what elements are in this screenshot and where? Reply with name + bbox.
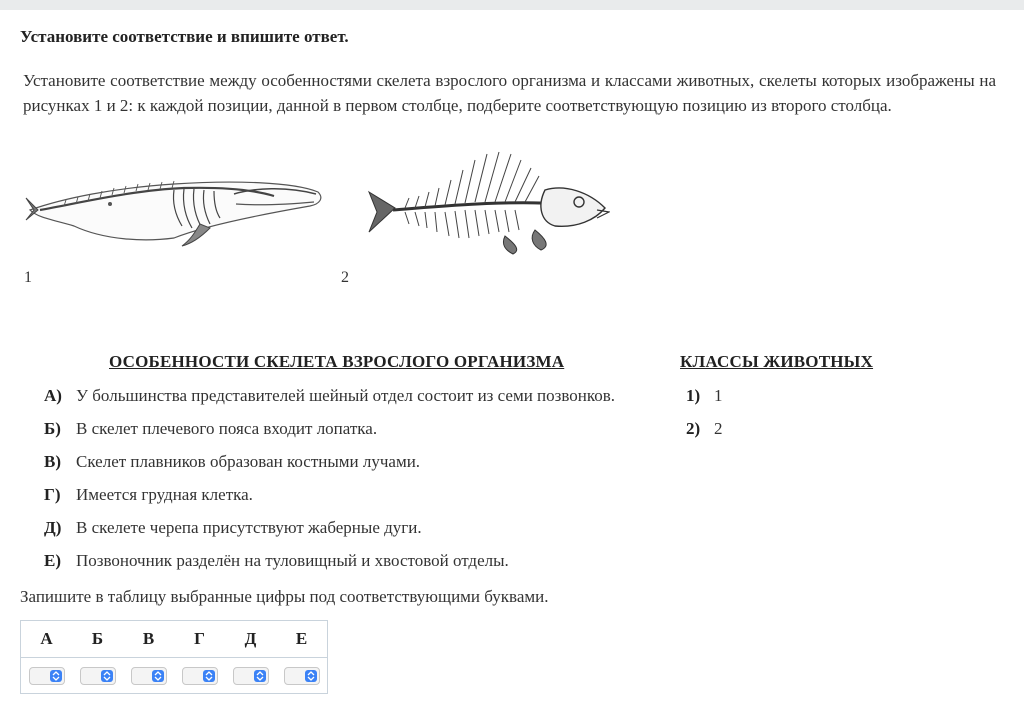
feature-text: В скелете черепа присутствуют жаберные дуги.	[76, 518, 422, 537]
answer-table-inputs	[21, 658, 327, 694]
answer-column-header: А	[40, 629, 53, 648]
feature-letter: Е)	[44, 551, 61, 570]
class-row-2	[686, 418, 886, 451]
answer-select-d[interactable]	[233, 667, 269, 685]
features-column-header: ОСОБЕННОСТИ СКЕЛЕТА ВЗРОСЛОГО ОРГАНИЗМА	[109, 352, 565, 371]
feature-row-a	[44, 385, 674, 418]
answer-select-a[interactable]	[29, 667, 65, 685]
feature-letter: В)	[44, 452, 61, 471]
feature-text: В скелет плечевого пояса входит лопатка.	[76, 419, 378, 438]
feature-row-g	[44, 484, 674, 517]
answer-table-header	[21, 621, 327, 658]
class-number: 2)	[686, 419, 701, 438]
answer-column-header: Е	[295, 629, 308, 648]
class-row-1	[686, 385, 886, 418]
answer-column-header: Г	[194, 629, 205, 648]
task-heading: Установите соответствие и впишите ответ.	[20, 27, 349, 46]
class-text: 2	[714, 419, 723, 438]
class-text: 1	[714, 386, 723, 405]
answer-cell-b	[72, 658, 123, 694]
answer-cell-g	[174, 658, 225, 694]
class-number: 1)	[686, 386, 701, 405]
features-list	[44, 385, 674, 583]
feature-letter: Д)	[44, 518, 62, 537]
answer-select-g[interactable]	[182, 667, 218, 685]
answer-column-header: В	[142, 629, 155, 648]
answer-cell-d	[225, 658, 276, 694]
answer-cell-v	[123, 658, 174, 694]
answer-select-e[interactable]	[284, 667, 320, 685]
classes-column-header: КЛАССЫ ЖИВОТНЫХ	[680, 352, 874, 371]
whale-skeleton-image	[24, 168, 324, 250]
classes-list	[686, 385, 886, 451]
feature-letter: Б)	[44, 419, 61, 438]
figure-2-label: 2	[341, 269, 349, 286]
feature-row-b	[44, 418, 674, 451]
answer-select-v[interactable]	[131, 667, 167, 685]
fish-skeleton-image	[365, 150, 610, 258]
feature-row-e	[44, 550, 674, 583]
answer-column-header: Д	[244, 629, 257, 648]
task-description: Установите соответствие между особенностями скелета взрослого организма и классами животных, скелеты которых изображены на рисунках 1 и 2: к каждой позиции, данной в первом столбце, подберите соответствующую позицию из второго столбца.	[23, 71, 996, 115]
feature-text: Скелет плавников образован костными лучами.	[76, 452, 421, 471]
feature-text: Имеется грудная клетка.	[76, 485, 253, 504]
answer-column-header: Б	[91, 629, 104, 648]
dropdown-stepper-icon	[50, 670, 62, 682]
feature-text: У большинства представителей шейный отдел состоит из семи позвонков.	[76, 386, 616, 405]
feature-letter: Г)	[44, 485, 61, 504]
answer-select-b[interactable]	[80, 667, 116, 685]
top-bar	[0, 0, 1024, 10]
figure-1-label: 1	[24, 269, 32, 286]
dropdown-stepper-icon	[101, 670, 113, 682]
answer-instruction: Запишите в таблицу выбранные цифры под соответствующими буквами.	[20, 587, 549, 606]
dropdown-stepper-icon	[203, 670, 215, 682]
dropdown-stepper-icon	[152, 670, 164, 682]
feature-letter: А)	[44, 386, 62, 405]
answer-cell-e	[276, 658, 327, 694]
feature-text: Позвоночник разделён на туловищный и хвостовой отделы.	[76, 551, 509, 570]
feature-row-d	[44, 517, 674, 550]
answer-cell-a	[21, 658, 72, 694]
dropdown-stepper-icon	[305, 670, 317, 682]
answer-table	[20, 620, 328, 694]
dropdown-stepper-icon	[254, 670, 266, 682]
feature-row-v	[44, 451, 674, 484]
